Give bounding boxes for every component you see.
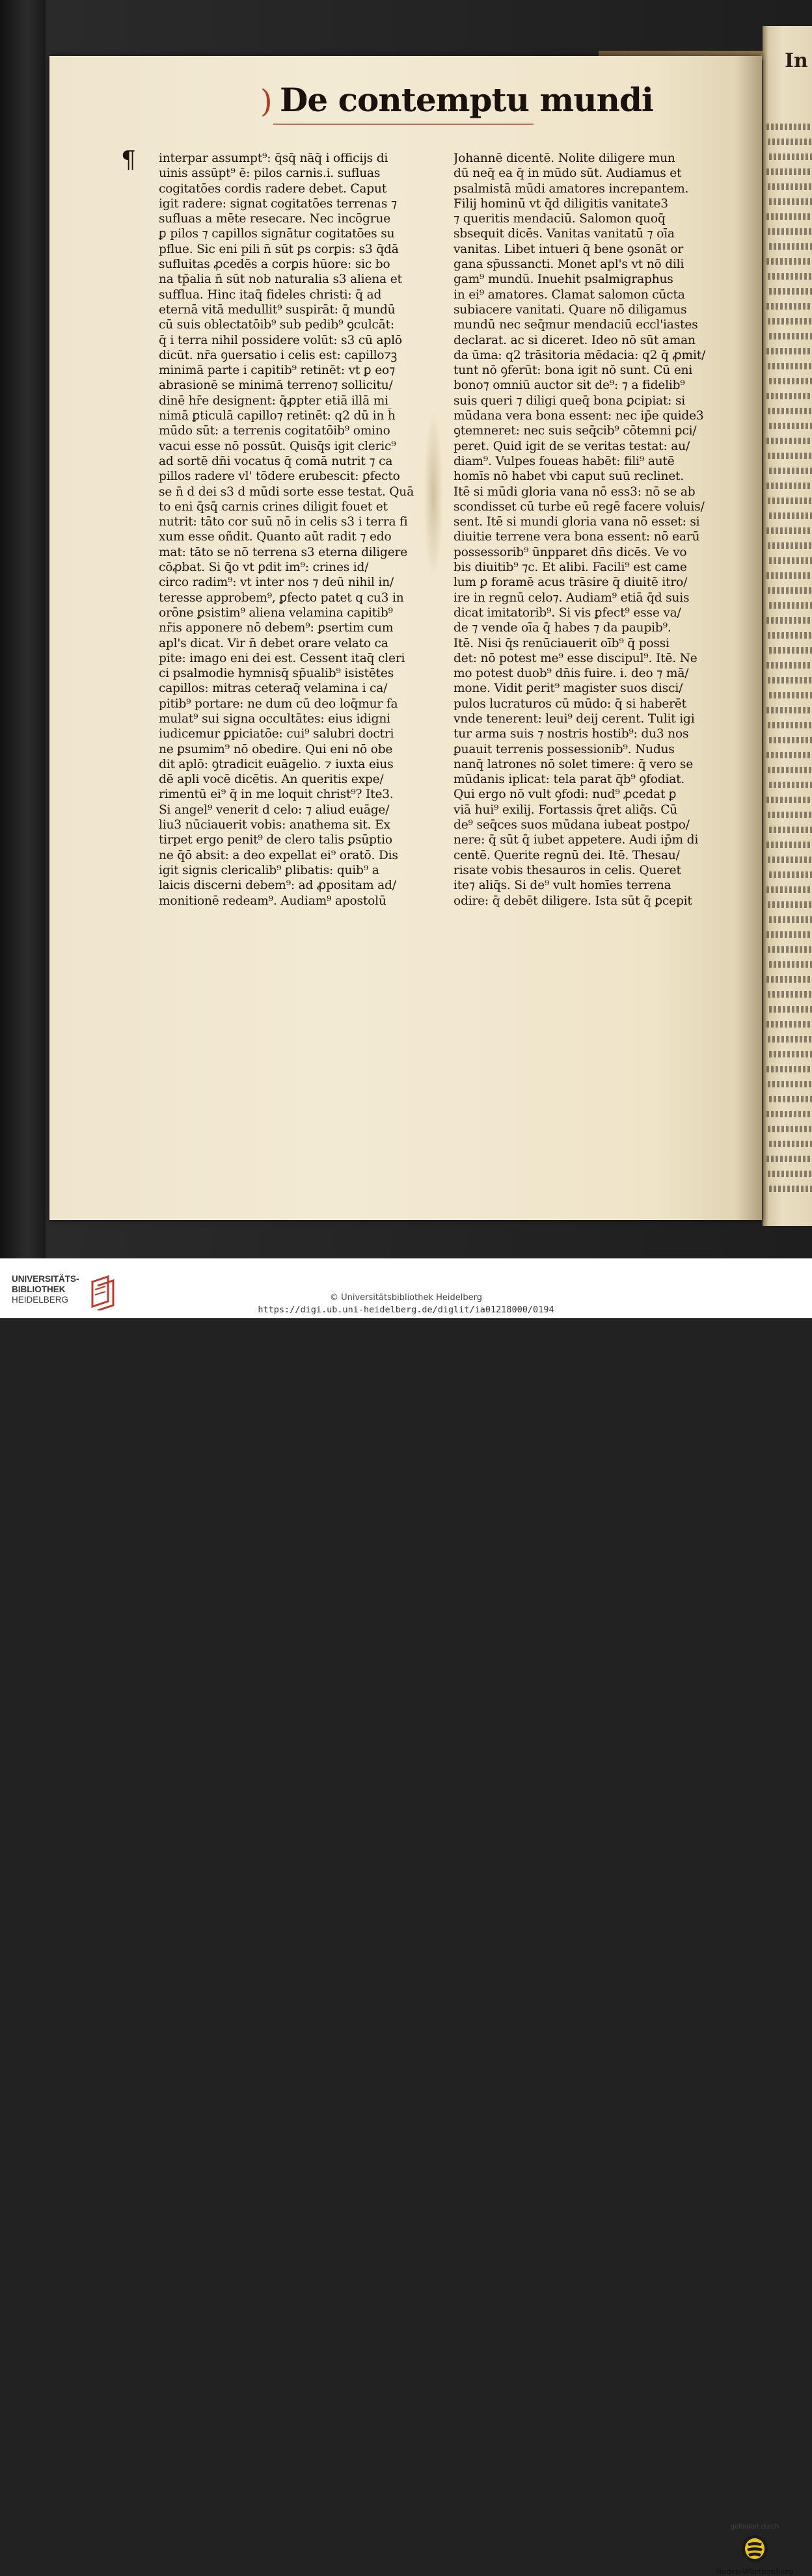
next-page-line [766, 213, 812, 220]
text-line: pillos radere vl' tōdere erubescit: ꝑfecto [159, 470, 400, 484]
next-page-line [768, 1081, 812, 1087]
text-line: xum esse oñdit. Quanto aūt radit ⁊ edo [159, 530, 392, 544]
text-line: mulat⁹ sui signa occultātes: eius idigni [159, 711, 390, 726]
next-page-line [769, 1006, 812, 1013]
text-line: interpar assumpt⁹: q̄sq̄ nāq̄ i officijs di [159, 152, 388, 165]
next-page-line [769, 1051, 812, 1057]
copyright-notice: © Universitätsbibliothek Heidelberg [329, 1293, 482, 1303]
text-line: pite: imago eni dei est. Cessent itaq̄ cleri [159, 651, 405, 665]
logo-line-3: HEIDELBERG [12, 1295, 69, 1305]
text-line: to eni q̄sq̄ carnis crines diligit fouet et [159, 499, 388, 514]
text-line: se n̄ d dei s3 d mūdi sorte esse testat. Quā [159, 485, 414, 499]
next-page-fragment [763, 26, 812, 1226]
text-line: sufluitas ꝓcedēs a corꝑis hūore: sic bo [159, 258, 390, 272]
next-page-line [769, 378, 812, 384]
next-page-line [766, 931, 812, 938]
text-line: na tp̄alia n̄ sūt nob naturalia s3 aliena et [159, 272, 402, 287]
text-line: igit radere: signat cogitatōes terrenas ⁊ [159, 196, 397, 211]
next-page-line [766, 168, 812, 175]
next-page-line [769, 1186, 812, 1192]
next-page-line [766, 752, 812, 758]
text-line: odire: q̄ debēt diligere. Ista sūt q̄ ꝑcepit [453, 894, 692, 908]
page-heading [260, 77, 653, 129]
page-gutter-shadow [736, 56, 762, 1220]
text-line: iudicemur ꝑpiciatōe: cui⁹ salubri doctri [159, 727, 394, 741]
next-page-line [769, 961, 812, 968]
text-line: bono⁊ omniū auctor sit de⁹: ⁊ a fidelib⁹ [453, 378, 685, 393]
next-page-line [766, 662, 812, 669]
next-page-line [769, 1141, 812, 1147]
next-page-line [769, 153, 812, 160]
text-line: subiacere vanitati. Quare nō diligamus [453, 302, 687, 317]
rubric-bracket: ) [260, 83, 273, 120]
next-page-line [768, 139, 812, 145]
text-line: sufflua. Hinc itaq̄ fideles christi: q̄ ad [159, 287, 382, 302]
sponsor-label: gefördert durch [730, 2523, 779, 2530]
left-text-column [159, 151, 426, 909]
text-line: teresse approbem⁹, ꝑfecto patet q cu3 in [159, 591, 404, 605]
text-line: mūdanis iplicat: tela parat q̄b⁹ ꝯfodiat. [453, 773, 685, 787]
text-line: ne q̄ō absit: a deo expellat ei⁹ oratō. Dis [159, 848, 398, 862]
next-page-line [768, 273, 812, 280]
text-line: capillos: mitras ceteraq̄ velamina i ca/ [159, 682, 388, 696]
text-line: mat: tāto se nō terrena s3 eterna diligere [159, 545, 408, 559]
text-line: det: nō potest me⁹ esse discipul⁹. Itē. Ne [453, 651, 697, 665]
text-line: Qui ergo nō vult ꝯfodi: nud⁹ ꝓcedat ꝑ [453, 788, 677, 802]
text-line: ꝯtemneret: nec suis seq̄cib⁹ cōtemni ꝑci/ [453, 424, 697, 438]
text-line: dit aplō: ꝯtradicit euāgelio. ⁊ iuxta eius [159, 757, 394, 771]
logo-line-2: BIBLIOTHEK [12, 1284, 66, 1294]
logo-line-1: UNIVERSITÄTS- [12, 1274, 79, 1284]
text-line: vanitas. Libet intueri q̄ bene ꝯsonāt or [453, 242, 684, 256]
next-page-line [768, 318, 812, 325]
next-page-line [768, 1036, 812, 1042]
text-line: ⁊ queritis mendaciū. Salomon quoq̄ [453, 212, 666, 226]
next-page-line [766, 483, 812, 489]
text-line: mūdana vera bona essent: nec ip̄e quide3 [453, 409, 704, 423]
next-page-line [769, 692, 812, 698]
next-page-line [768, 812, 812, 818]
next-page-line [769, 333, 812, 339]
next-page-line [769, 512, 812, 519]
next-page-line [769, 243, 812, 250]
text-line: vnde tenerent: leui⁹ deij cerent. Tulit igi [453, 711, 695, 726]
next-page-line [769, 782, 812, 788]
text-line: cogitatōes cordis radere debet. Caput [159, 181, 386, 196]
next-page-line [766, 572, 812, 579]
pilcrow-mark: ¶ [121, 147, 136, 174]
next-page-line [768, 632, 812, 639]
next-page-line [766, 393, 812, 399]
text-line: suis queri ⁊ diligi queq̄ bona ꝑcipiat: si [453, 393, 685, 408]
text-line: eternā vitā medullit⁹ suspirāt: q̄ mundū [159, 302, 396, 317]
text-line: orōne ꝑsistim⁹ aliena velamina capitib⁹ [159, 605, 393, 620]
text-line: tur arma suis ⁊ nostris hostib⁹: du3 nos [453, 727, 689, 741]
next-page-line [768, 363, 812, 369]
text-line: psalmistā mūdi amatores increpantem. [453, 181, 689, 196]
text-line: gam⁹ mundū. Inuehit psalmigraphus [453, 272, 673, 287]
next-page-line [769, 602, 812, 609]
text-line: lum ꝑ foramē acus trāsire q̄ diuitē itro/ [453, 576, 688, 590]
text-line: monitionē redeam⁹. Audiam⁹ apostolū [159, 894, 386, 908]
text-line: Si angel⁹ venerit d celo: ⁊ aliud euāge/ [159, 803, 390, 817]
text-line: homīs nō habet vbi caput suū reclinet. [453, 470, 684, 484]
next-page-line [766, 258, 812, 265]
text-line: dicat imitatorib⁹. Si vis ꝑfect⁹ esse va/ [453, 605, 681, 620]
text-line: mo potest duob⁹ dn̄is fuire. i. deo ⁊ mā/ [453, 667, 689, 681]
text-line: da ūma: q2 trāsitoria mēdacia: q2 q̄ ꝓmit/ [453, 348, 706, 362]
right-text-column [453, 151, 719, 909]
text-line: de⁹ seq̄ces suos mūdana iubeat postpo/ [453, 818, 690, 832]
text-line: nimā ꝑticulā capillo⁊ retinēt: q2 dū in h̄ [159, 409, 396, 423]
text-line: ne ꝑsumim⁹ nō obedire. Qui eni nō obe [159, 742, 393, 756]
next-page-line [768, 901, 812, 908]
text-line: nr̄is apponere nō debem⁹: ꝑsertim cum [159, 621, 394, 635]
text-line: ad sortē dn̄i vocatus q̄ comā nutrit ⁊ ca [159, 454, 393, 468]
binding-edge [0, 0, 46, 1258]
text-line: vacui esse nō possūt. Quisq̄s igit cleric⁹ [159, 439, 396, 453]
text-line: sbsequit dicēs. Vanitas vanitatū ⁊ oīa [453, 227, 675, 241]
next-page-line [768, 677, 812, 684]
text-line: possessorib⁹ ūnpparet dn̄s dicēs. Ve vo [453, 545, 687, 559]
next-page-line [768, 856, 812, 863]
text-line: Itē si mūdi gloria vana nō ess3: nō se ab [453, 485, 696, 499]
text-line: declarat. ac si diceret. Ideo nō sūt aman [453, 333, 696, 347]
text-line: ci psalmodie hymnisq̄ sp̄ualib⁹ isistētes [159, 667, 394, 681]
permalink-url[interactable]: https://digi.ub.uni-heidelberg.de/diglit/ia01218000/0194 [258, 1305, 554, 1315]
next-page-line [768, 228, 812, 235]
text-line: minimā parte i capitib⁹ retinēt: vt ꝑ eo⁊ [159, 364, 396, 378]
text-line: ꝑ pilos ⁊ capillos signātur cogitatōes su [159, 227, 395, 241]
text-line: Johannē dicentē. Nolite diligere mun [453, 152, 675, 165]
text-line: uinis assūpt⁹ ē: pilos carnis.i. sufluas [159, 166, 381, 181]
next-page-heading: In [785, 49, 808, 72]
coat-of-arms-icon [741, 2534, 768, 2563]
page-stain [424, 410, 443, 579]
next-page-line [768, 722, 812, 728]
next-page-line [769, 871, 812, 878]
text-line: cū suis oblectatōib⁹ sub pedib⁹ ꝯculcāt: [159, 318, 394, 332]
text-line: q̄ i terra nihil possidere volūt: s3 cū aplō [159, 333, 402, 347]
text-line: viā hui⁹ exilij. Fortassis q̄ret aliq̄s. Cū [453, 803, 678, 817]
next-page-line [766, 617, 812, 624]
text-line: dicūt. nr̄a ꝯuersatio i celis est: capillo⁊ꝫ [159, 348, 398, 362]
next-page-line [769, 198, 812, 205]
text-line: dū neq̄ ea q̄ in mūdo sūt. Audiamus et [453, 166, 682, 181]
text-line: bis diuitib⁹ ⁊c. Et alibi. Facili⁹ est came [453, 561, 687, 575]
text-line: igit signis clericalib⁹ ꝑlibatis: quib⁹ a [159, 863, 379, 877]
next-page-line [768, 542, 812, 549]
next-page-line [766, 303, 812, 310]
next-page-line [766, 1111, 812, 1117]
text-line: diam⁹. Vulpes foueas habēt: fili⁹ autē [453, 454, 675, 468]
next-page-line [766, 348, 812, 354]
text-line: centē. Querite regnū dei. Itē. Thesau/ [453, 848, 680, 862]
text-line: pflue. Sic eni pili n̄ sūt ꝑs corꝑis: s3 q̄dā [159, 242, 399, 256]
sponsor-block [706, 2523, 804, 2575]
text-line: risate vobis thesauros in celis. Queret [453, 863, 681, 877]
next-page-line [766, 842, 812, 848]
text-line: nere: q̄ sūt q̄ iubet appetere. Audi ip̄m di [453, 833, 699, 847]
next-page-line [768, 587, 812, 594]
text-line: pitib⁹ portare: ne dum cū deo loq̄mur fa [159, 697, 398, 711]
text-line: rimentū ei⁹ q̄ in me loquit christ⁹? Ite3. [159, 788, 394, 802]
text-line: nanq̄ latrones nō solet timere: q̄ vero se [453, 757, 693, 771]
text-line: Filij hominū vt q̄d diligitis vanitate3 [453, 196, 668, 211]
text-line: mūdo sūt: a terrenis cogitatōib⁹ omino [159, 424, 390, 438]
text-line: tirpet ergo penit⁹ de clero talis ꝑsūptio [159, 833, 392, 847]
text-line: nutrit: tāto cor suū nō in celis s3 i terra fi [159, 515, 408, 529]
next-page-line [769, 468, 812, 474]
next-page-line [769, 423, 812, 429]
text-line: dinē hr̄e designent: q̄ꝓpter etiā illā mi [159, 393, 388, 408]
text-line: ire in regnū celo⁊. Audiam⁹ etiā q̄d suis [453, 591, 690, 605]
text-line: tunt nō ꝯferūt: bona igit nō sunt. Cū eni [453, 364, 693, 378]
text-line: de ⁊ vende oīa q̄ habes ⁊ da paupib⁹. [453, 621, 671, 635]
next-page-line [768, 946, 812, 953]
text-line: sufluas a mēte resecare. Nec incōgrue [159, 212, 391, 226]
next-page-line [766, 707, 812, 713]
text-line: scondisset cū turbe eū regē facere voluis/ [453, 499, 705, 514]
next-page-line [769, 557, 812, 564]
next-page-line [768, 991, 812, 998]
text-line: cōꝓbat. Si ꝗ̄o vt ꝑdit im⁹: crines id/ [159, 561, 369, 575]
next-page-line [766, 976, 812, 983]
text-line: abrasionē se minimā terreno⁊ sollicitu/ [159, 378, 393, 393]
text-line: circo radim⁹: vt inter nos ⁊ deū nihil in/ [159, 576, 394, 590]
heading-title: De contemptu mundi [280, 81, 653, 119]
next-page-line [766, 1021, 812, 1028]
text-line: pulos lucraturos cū mūdo: q̄ si haberēt [453, 697, 686, 711]
next-page-line [766, 527, 812, 534]
next-page-line [769, 916, 812, 923]
text-line: mundū nec seq̄mur mendaciū eccl'iastes [453, 318, 698, 332]
next-page-line [766, 797, 812, 803]
next-page-line [766, 1156, 812, 1162]
next-page-line [768, 1126, 812, 1132]
sponsor-state: Baden-Württemberg [716, 2567, 794, 2576]
text-line: ite⁊ aliq̄s. Si de⁹ vult homīes terrena [453, 879, 671, 893]
text-line: ꝑuauit terrenis possessionib⁹. Nudus [453, 742, 675, 756]
next-page-line [769, 737, 812, 743]
next-page-line [768, 453, 812, 459]
heading-underline [273, 124, 534, 125]
text-line: diuitie terrene vera bona essent: nō earū [453, 530, 700, 544]
text-line: Itē. Nisi q̄s renūciauerit oīb⁹ q̄ possi [453, 636, 670, 650]
next-page-line [766, 1066, 812, 1072]
next-page-line [768, 1171, 812, 1177]
text-line: peret. Quid igit de se veritas testat: au/ [453, 439, 690, 453]
text-line: in ei⁹ amatores. Clamat salomon cūcta [453, 287, 685, 302]
next-page-line [768, 183, 812, 190]
next-page-line [769, 288, 812, 295]
next-page-line [768, 408, 812, 414]
next-page-line [766, 124, 812, 130]
next-page-line [766, 438, 812, 444]
text-line: dē apli vocē dicētis. An queritis expe/ [159, 773, 384, 787]
text-line: sent. Itē si mundi gloria vana nō esset: si [453, 515, 700, 529]
text-line: liu3 nūciauerit vobis: anathema sit. Ex [159, 818, 390, 832]
next-page-line [768, 498, 812, 504]
next-page-line [768, 767, 812, 773]
text-line: laicis discerni debem⁹: ad ꝓpositam ad/ [159, 879, 396, 893]
text-line: mone. Vidit ꝑerit⁹ magister suos disci/ [453, 682, 683, 696]
next-page-line [766, 886, 812, 893]
text-line: gana sp̄ussancti. Monet apl's vt nō dili [453, 258, 684, 272]
next-page-line [769, 1096, 812, 1102]
next-page-line [769, 827, 812, 833]
text-line: apl's dicat. Vir n̄ debet orare velato ca [159, 636, 388, 650]
next-page-line [769, 647, 812, 654]
